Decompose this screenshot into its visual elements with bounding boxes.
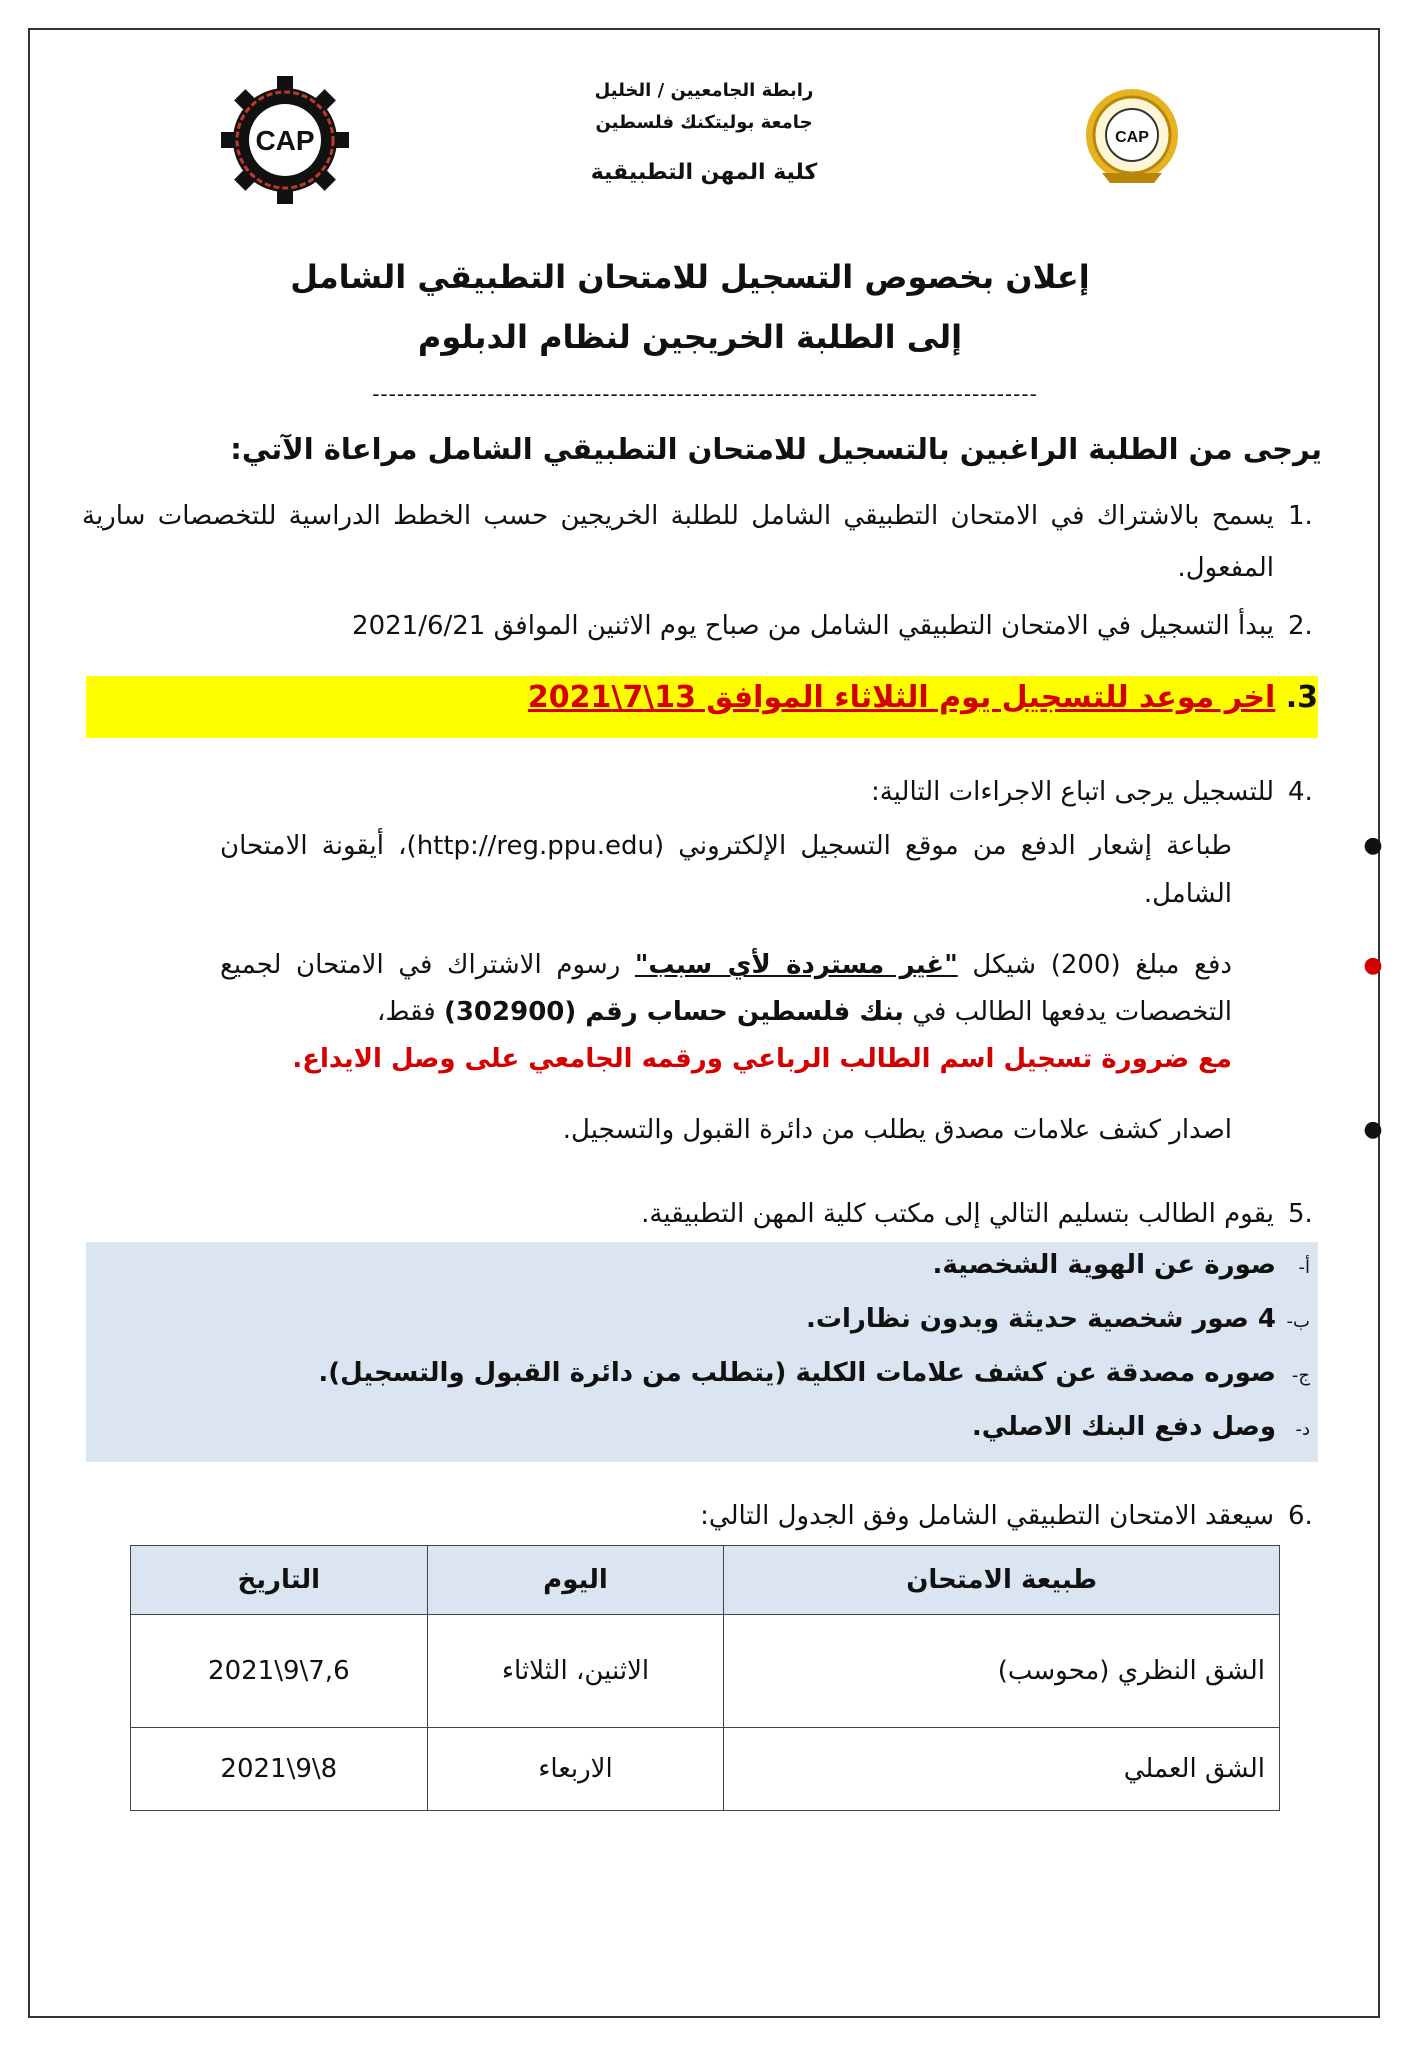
bullet-dot: ●	[1363, 1117, 1383, 1142]
header-association: رابطة الجامعيين / الخليل	[594, 80, 814, 101]
item-number: 5.	[1288, 1199, 1313, 1229]
bullet-item	[220, 822, 1383, 918]
list-item	[82, 600, 1322, 652]
page-title: إعلان بخصوص التسجيل للامتحان التطبيقي الشامل	[290, 258, 1090, 296]
list-item	[82, 766, 1322, 818]
deliverable-item: ب-4 صور شخصية حديثة وبدون نظارات.	[806, 1304, 1310, 1334]
cell-exam-type: الشق النظري (محوسب)	[724, 1615, 1280, 1728]
deadline-text: اخر موعد للتسجيل يوم الثلاثاء الموافق 13\7\2021	[527, 680, 1276, 715]
header-university: جامعة بوليتكنك فلسطين	[595, 112, 813, 133]
item-number: 6.	[1288, 1501, 1313, 1531]
page-subtitle: إلى الطلبة الخريجين لنظام الدبلوم	[417, 318, 963, 356]
item-number: 3.	[1285, 680, 1318, 715]
bullet-dot: ●	[1363, 953, 1383, 978]
bullet-dot: ●	[1363, 833, 1383, 858]
exam-schedule-table	[130, 1545, 1280, 1811]
deadline-notice	[528, 680, 1318, 715]
item-text: يبدأ التسجيل في الامتحان التطبيقي الشامل من صباح يوم الاثنين الموافق 2021/6/21	[352, 611, 1274, 641]
item-number: 2.	[1288, 611, 1313, 641]
university-logo	[215, 70, 355, 210]
bullet-text: طباعة إشعار الدفع من موقع التسجيل الإلكتروني (http://reg.ppu.edu)، أيقونة الامتحان الشامل.	[220, 831, 1232, 909]
intro-heading: يرجى من الطلبة الراغبين بالتسجيل للامتحان التطبيقي الشامل مراعاة الآتي:	[230, 432, 1322, 466]
cell-exam-type: الشق العملي	[724, 1728, 1280, 1811]
header-day: اليوم	[427, 1546, 724, 1615]
header-college: كلية المهن التطبيقية	[590, 160, 818, 185]
cell-day: الاثنين، الثلاثاء	[427, 1615, 724, 1728]
cell-date: 2021\9\7,6	[131, 1615, 428, 1728]
svg-text:CAP: CAP	[1115, 129, 1149, 146]
deliverable-item: أ-صورة عن الهوية الشخصية.	[932, 1250, 1310, 1280]
table-header-row	[131, 1546, 1280, 1615]
item-number: 4.	[1288, 777, 1313, 807]
bullet-item	[220, 1106, 1383, 1154]
table-row	[131, 1728, 1280, 1811]
bullet-warning: مع ضرورة تسجيل اسم الطالب الرباعي ورقمه الجامعي على وصل الايداع.	[292, 1044, 1232, 1074]
svg-text:CAP: CAP	[255, 125, 315, 156]
list-item	[82, 1490, 1322, 1542]
list-item	[82, 490, 1322, 594]
item-text: يسمح بالاشتراك في الامتحان التطبيقي الشامل للطلبة الخريجين حسب الخطط الدراسية للتخصصات سارية المفعول.	[82, 501, 1274, 583]
bullet-text: دفع مبلغ (200) شيكل "غير مستردة لأي سبب" رسوم الاشتراك في الامتحان لجميع التخصصات يدفعها الطالب في بنك فلسطين حساب رقم (302900) فقط، مع ضرورة تسجيل اسم الطالب الرباعي ورقمه الجامعي على وصل الايداع.	[220, 942, 1232, 1083]
table-row	[131, 1615, 1280, 1728]
item-number: 1.	[1288, 501, 1313, 531]
header-exam-type: طبيعة الامتحان	[724, 1546, 1280, 1615]
cell-date: 2021\9\8	[131, 1728, 428, 1811]
deliverable-item: د-وصل دفع البنك الاصلي.	[971, 1412, 1310, 1442]
college-seal-logo	[1082, 85, 1182, 185]
cell-day: الاربعاء	[427, 1728, 724, 1811]
bullet-text: اصدار كشف علامات مصدق يطلب من دائرة القبول والتسجيل.	[562, 1115, 1232, 1145]
header-date: التاريخ	[131, 1546, 428, 1615]
deliverable-item: ج-صوره مصدقة عن كشف علامات الكلية (يتطلب من دائرة القبول والتسجيل).	[318, 1358, 1310, 1388]
item-text: سيعقد الامتحان التطبيقي الشامل وفق الجدول التالي:	[700, 1501, 1274, 1531]
item-text: للتسجيل يرجى اتباع الاجراءات التالية:	[870, 777, 1274, 807]
bullet-item	[220, 942, 1383, 1083]
list-item	[82, 1188, 1322, 1240]
item-text: يقوم الطالب بتسليم التالي إلى مكتب كلية المهن التطبيقية.	[641, 1199, 1274, 1229]
divider: ---------------------------------------------------------------------------------	[372, 382, 1038, 406]
